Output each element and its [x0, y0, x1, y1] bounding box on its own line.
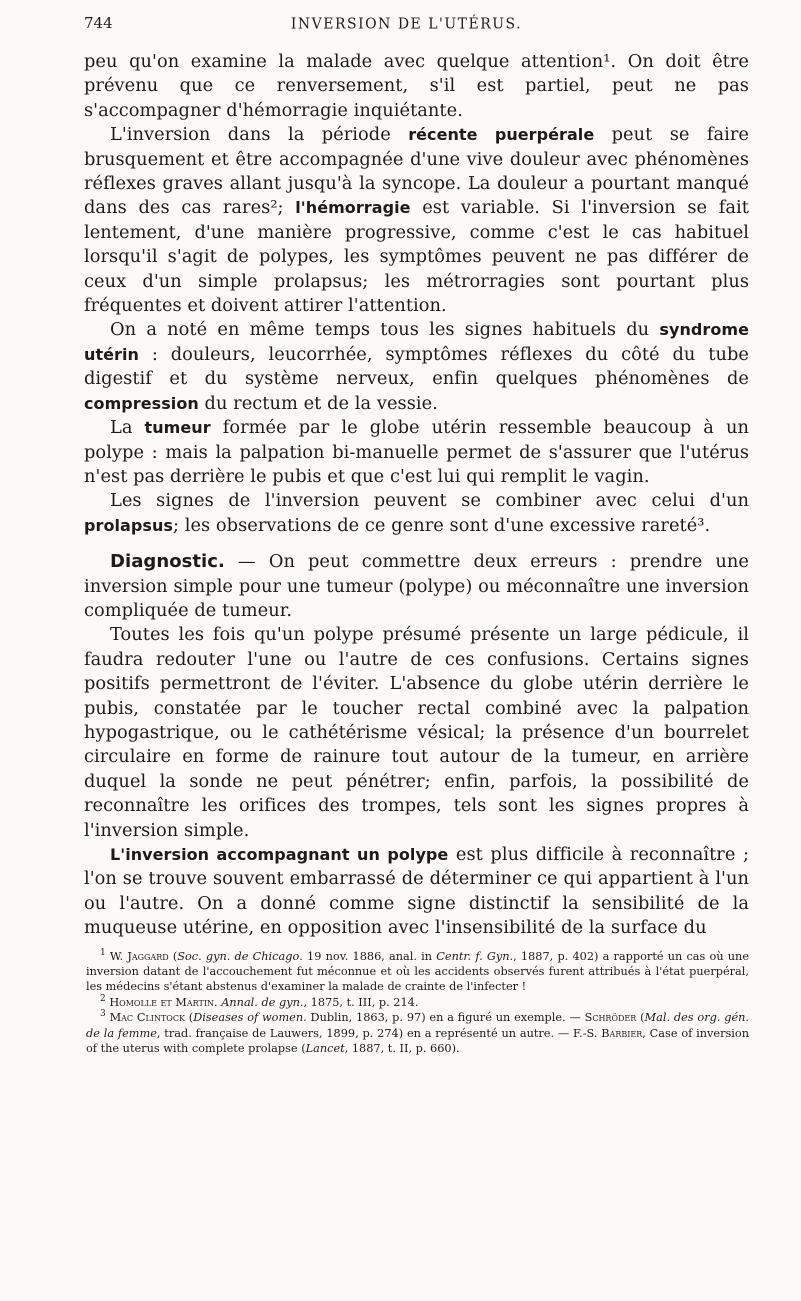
footnote: $^1$ W. Jaggard (Soc. gyn. de Chicago. 19 nov. 1886, anal. in Centr. f. Gyn., 1887, p. 402) a rapporté un cas où une inversion datant de l'accouchement fut méconnue et où les accidents observés furent attribués à l'état puerpéral, les médecins s'étant abstenus d'examiner la malade de crainte de l'infecter !: [86, 947, 750, 994]
page-header: [84, 14, 749, 50]
paragraph: peu qu'on examine la malade avec quelque attention¹. On doit être prévenu que ce renversement, s'il est partiel, peut ne pas s'accompagner d'hémorragie inquiétante.: [84, 51, 749, 121]
section-title: Diagnostic.: [110, 551, 225, 573]
diagnostic-section: [84, 550, 749, 941]
paragraph: On a noté en même temps tous les signes habituels du syndrome utérin : douleurs, leucorrhée, symptômes réflexes du côté du tube digestif et du système nerveux, enfin quelques phénomènes de compression du rectum et de la vessie.: [84, 319, 749, 414]
paragraph: La tumeur formée par le globe utérin ressemble beaucoup à un polype : mais la palpation bi-manuelle permet de s'assurer que l'utérus n'est pas derrière le pubis et que c'est lui qui remplit le vagin.: [84, 417, 749, 487]
bold-term: syndrome utérin: [84, 320, 749, 364]
footnote: $^3$ Mac Clintock (Diseases of women. Dublin, 1863, p. 97) en a figuré un exemple. — Schröder (Mal. des org. gén. de la femme, trad. française de Lauwers, 1899, p. 274) en a représenté un autre. — F.-S. Barbier, Case of inversion of the uterus with complete prolapse (Lancet, 1887, t. II, p. 660).: [86, 1009, 750, 1056]
main-text: [84, 50, 749, 941]
bold-term: prolapsus: [84, 515, 173, 535]
page-number: 744: [84, 14, 113, 32]
bold-term: récente puerpérale: [408, 125, 595, 145]
paragraph: Toutes les fois qu'un polype présumé présente un large pédicule, il faudra redouter l'une ou l'autre de ces confusions. Certains signes positifs permettront de l'éviter. L'absence du globe utérin derrière le pubis, constatée par le toucher rectal combiné avec la palpation hypogastrique, ou le cathétérisme vésical; la présence d'un bourrelet circulaire en forme de rainure tout autour de la tumeur, en arrière duquel la sonde ne peut pénétrer; enfin, parfois, la possibilité de reconnaître les orifices des trompes, tels sont les signes propres à l'inversion simple.: [84, 624, 749, 841]
footnote-mark: 3: [100, 1009, 106, 1020]
running-title: INVERSION DE L'UTÉRUS.: [290, 15, 523, 33]
bold-term: compression: [84, 393, 199, 413]
paragraph: L'inversion accompagnant un polype est plus difficile à reconnaître ; l'on se trouve souvent embarrassé de déterminer ce qui appartient à l'un ou l'autre. On a donné comme signe distinctif la sensibilité de la muqueuse utérine, en opposition avec l'insensibilité de la surface du: [84, 844, 749, 939]
paragraph: L'inversion dans la période récente puerpérale peut se faire brusquement et être accompagnée d'une vive douleur avec phénomènes réflexes graves allant jusqu'à la syncope. La douleur a pourtant manqué dans des cas rares²; l'hémorragie est variable. Si l'inversion se fait lentement, d'une manière progressive, comme c'est le cas habituel lorsqu'il s'agit de polypes, les symptômes peuvent ne pas différer de ceux d'un simple prolapsus; les métrorragies sont pourtant plus fréquentes et doivent attirer l'attention.: [84, 124, 749, 317]
footnote: $^2$ Homolle et Martin. Annal. de gyn., 1875, t. III, p. 214.: [100, 994, 419, 1009]
bold-term: L'inversion accompagnant un polype: [110, 845, 449, 864]
bold-term: tumeur: [144, 418, 211, 438]
bold-term: l'hémorragie: [295, 198, 411, 218]
footnote-mark: 2: [100, 994, 106, 1005]
footnote-mark: 1: [100, 947, 106, 958]
footnotes: [84, 949, 749, 1057]
paragraph: Les signes de l'inversion peuvent se combiner avec celui d'un prolapsus; les observations de ce genre sont d'une excessive rareté³.: [84, 490, 749, 536]
paragraph: Diagnostic. — On peut commettre deux erreurs : prendre une inversion simple pour une tumeur (polype) ou méconnaître une inversion compliquée de tumeur.: [84, 551, 749, 621]
